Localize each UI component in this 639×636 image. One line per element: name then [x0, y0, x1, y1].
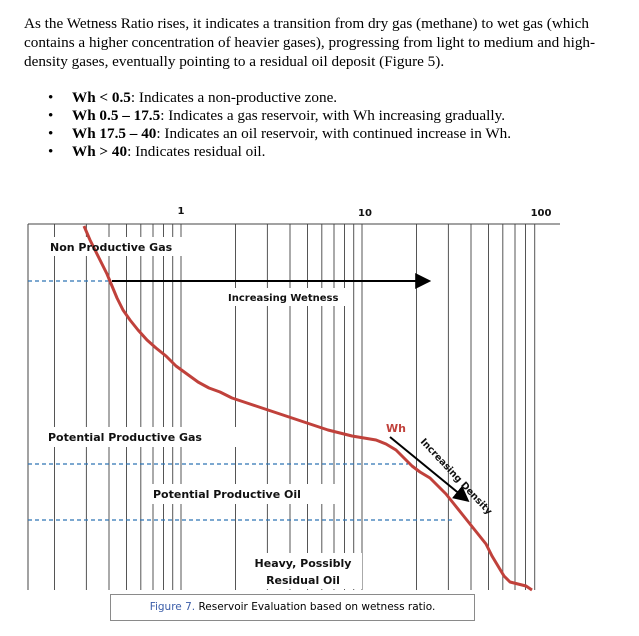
log-gridlines — [55, 224, 535, 590]
bullet-separator: : — [130, 89, 136, 106]
bullet-text: Indicates a non-productive zone. — [135, 89, 338, 106]
increasing-density-label: Increasing Density — [417, 436, 495, 518]
axis-tick-10: 10 — [358, 208, 372, 219]
bullet-text: Indicates an oil reservoir, with continued increase in Wh. — [160, 125, 512, 142]
bullet-text: Indicates residual oil. — [131, 143, 266, 160]
zone-label-heavy-oil-line1: Heavy, Possibly — [254, 557, 352, 570]
bullet-term: Wh 17.5 – 40 — [72, 125, 157, 142]
figure-caption — [110, 594, 475, 621]
axis-tick-100: 100 — [530, 208, 552, 219]
bullet-separator: : — [156, 125, 161, 142]
zone-label-heavy-oil-line2: Residual Oil — [266, 574, 340, 587]
increasing-wetness-label: Increasing Wetness — [228, 293, 339, 304]
wh-curve-label: Wh — [386, 422, 406, 435]
intro-paragraph: As the Wetness Ratio rises, it indicates a transition from dry gas (methane) to wet gas (which contains a higher concentration of heavier gases), progressing from light to medium and high-density gases, eventually pointing to a residual oil deposit (Figure 5). — [24, 15, 596, 70]
bullet-separator: : — [127, 143, 132, 160]
bullet-text: Indicates a gas reservoir, with Wh increasing gradually. — [164, 107, 505, 124]
bullet-term: Wh > 40 — [72, 143, 128, 160]
figure-number: Figure 7. — [149, 601, 196, 613]
bullet-term: Wh 0.5 – 17.5 — [72, 107, 161, 124]
zone-label-potential-productive-oil: Potential Productive Oil — [153, 488, 301, 501]
bullet-term: Wh < 0.5 — [72, 89, 131, 106]
zone-label-potential-productive-gas: Potential Productive Gas — [48, 431, 202, 444]
figure-caption-text: Reservoir Evaluation based on wetness ratio. — [195, 601, 436, 613]
bullet-icon: • — [48, 125, 54, 142]
bullet-icon: • — [48, 107, 54, 124]
bullet-icon: • — [48, 89, 54, 106]
bullet-icon: • — [48, 143, 54, 160]
zone-label-non-productive-gas: Non Productive Gas — [50, 241, 173, 254]
axis-tick-1: 1 — [177, 206, 185, 217]
bullet-separator: : — [160, 107, 165, 124]
